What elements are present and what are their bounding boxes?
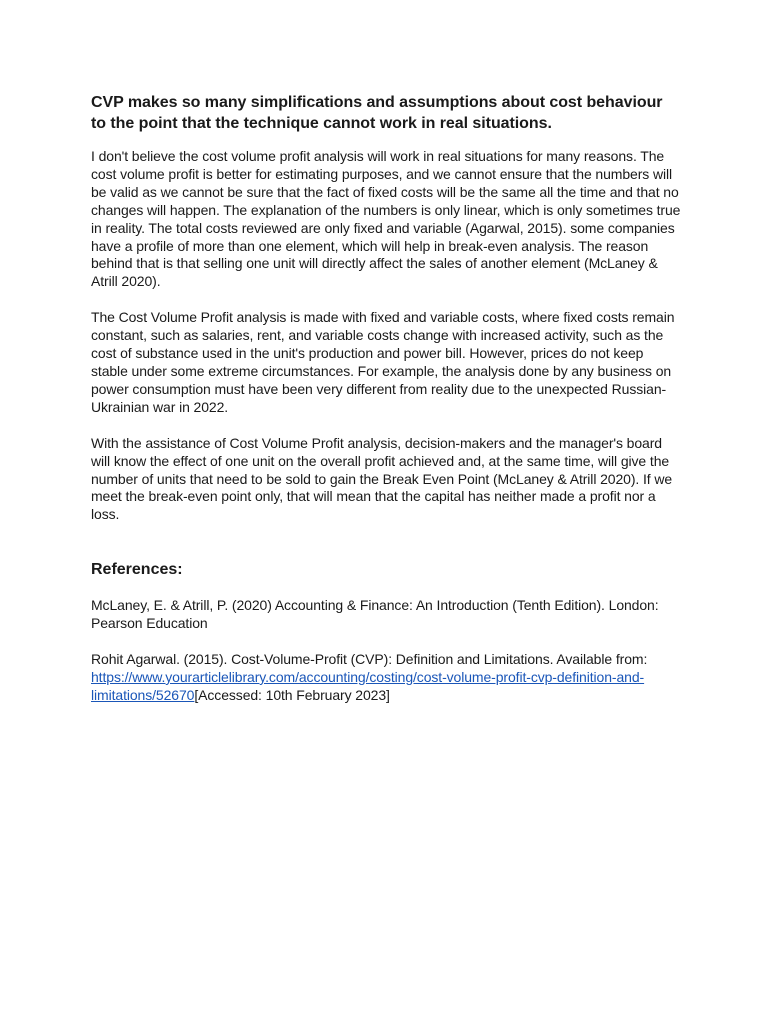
reference-item-2 [91,651,681,705]
document-page [91,93,681,723]
reference-item-1: McLaney, E. & Atrill, P. (2020) Accounting & Finance: An Introduction (Tenth Edition). London: Pearson Education [91,597,659,632]
body-paragraph-1: I don't believe the cost volume profit analysis will work in real situations for many reasons. The cost volume profit is better for estimating purposes, and we cannot ensure that the numbers will be valid as we cannot be sure that the fact of fixed costs will be the same all the time and that no changes will happen. The explanation of the numbers is only linear, which is only sometimes true in reality. The total costs reviewed are only fixed and variable (Agarwal, 2015). some companies have a profile of more than one element, which will help in break-even analysis. The reason behind that is that selling one unit will directly affect the sales of another element (McLaney & Atrill 2020). [91,148,681,290]
references-heading: References: [91,561,183,579]
document-title: CVP makes so many simplifications and assumptions about cost behaviour to the point that the technique cannot work in real situations. [91,94,663,132]
body-paragraph-3: With the assistance of Cost Volume Profit analysis, decision-makers and the manager's board will know the effect of one unit on the overall profit achieved and, at the same time, will give the number of units that need to be sold to gain the Break Even Point (McLaney & Atrill 2020). If we meet the break-even point only, that will mean that the capital has neither made a profit nor a loss. [91,434,673,523]
reference-2-text: Rohit Agarwal. (2015). Cost-Volume-Profit (CVP): Definition and Limitations. Available from: [91,651,648,668]
body-paragraph-2: The Cost Volume Profit analysis is made with fixed and variable costs, where fixed costs remain constant, such as salaries, rent, and variable costs change with increased activity, such as the cost of substance used in the unit's production and power bill. However, prices do not keep stable under some extreme circumstances. For example, the analysis done by any business on power consumption must have been very different from reality due to the unexpected Russian-Ukrainian war in 2022. [91,309,675,415]
reference-2-link[interactable]: https://www.yourarticlelibrary.com/accounting/costing/cost-volume-profit-cvp-definition-and- limitations/52670 [91,668,645,703]
reference-2-accessed: [Accessed: 10th February 2023] [194,686,390,703]
